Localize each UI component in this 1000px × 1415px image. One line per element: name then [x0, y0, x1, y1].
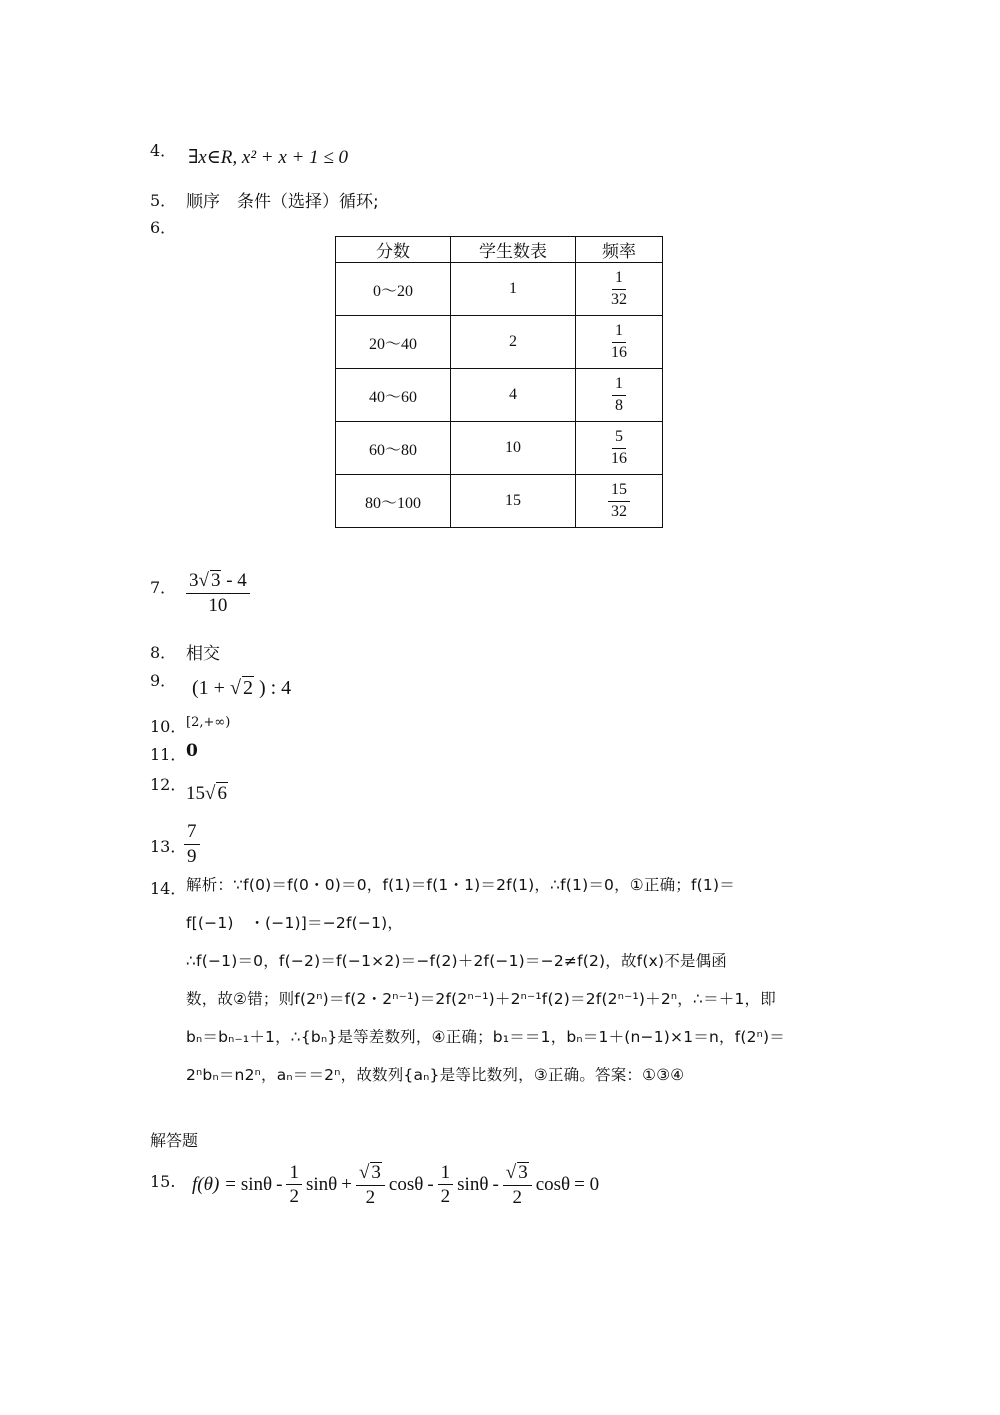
table-row — [336, 316, 663, 369]
q7-number: 7． — [150, 578, 177, 597]
table-row — [336, 475, 663, 528]
q15-number: 15. — [150, 1172, 176, 1191]
q9-number: 9． — [150, 671, 177, 690]
solution-line: 解析：∵f(0)＝f(0・0)＝0，f(1)＝f(1・1)＝2f(1)，∴f(1)＝0，①正确；f(1)＝ — [186, 876, 735, 894]
solution-line: ∴f(−1)＝0，f(−2)＝f(−1×2)＝−f(2)＋2f(−1)＝−2≠f(2)，故f(x)不是偶函 — [186, 952, 728, 970]
solution-line: 2ⁿbₙ＝n2ⁿ，aₙ＝＝2ⁿ，故数列{aₙ}是等比数列，③正确。答案：①③④ — [186, 1066, 685, 1084]
cell-frequency: $\frac{5}{16}$ — [576, 422, 663, 475]
table-header-row — [336, 237, 663, 263]
cell-range: 40～60 — [336, 369, 451, 422]
solution-line: f[(−1) ・(−1)]＝−2f(−1)， — [186, 914, 404, 932]
q5-answer: 顺序 条件（选择）循环; — [186, 192, 379, 212]
cell-count: 4 — [451, 369, 576, 422]
cell-frequency: $\frac{1}{8}$ — [576, 369, 663, 422]
q15-formula: f(θ) = sinθ - $\frac{1}{2}$ sinθ + $\frac{√ 3}{2}$ cosθ - $\frac{1}{2}$ sinθ - $\frac{√ 3}{2}$ cosθ = 0 — [192, 1161, 600, 1208]
q8-number: 8． — [150, 643, 177, 662]
cell-frequency: $\frac{1}{16}$ — [576, 316, 663, 369]
solution-line: bₙ＝bₙ₋₁＋1，∴{bₙ}是等差数列，④正确；b₁＝＝1，bₙ＝1＋(n−1)×1＝n，f(2ⁿ)＝ — [186, 1028, 786, 1046]
frequency-table — [335, 236, 663, 528]
header-frequency: 频率 — [576, 237, 663, 263]
q6-number: 6． — [150, 218, 177, 237]
q5-number: 5． — [150, 191, 177, 210]
section-title: 解答题 — [150, 1131, 199, 1150]
table-row — [336, 422, 663, 475]
solution-line: 数，故②错；则f(2ⁿ)＝f(2・2ⁿ⁻¹)＝2f(2ⁿ⁻¹)＋2ⁿ⁻¹f(2)＝2f(2ⁿ⁻¹)＋2ⁿ，∴＝＋1，即 — [186, 990, 776, 1008]
cell-count: 1 — [451, 263, 576, 316]
q11-number: 11． — [150, 745, 187, 764]
q9-answer: (1 + √ 2 ) : 4 — [192, 677, 292, 699]
cell-range: 80～100 — [336, 475, 451, 528]
cell-frequency: $\frac{1}{32}$ — [576, 263, 663, 316]
header-student-count: 学生数表 — [451, 237, 576, 263]
header-score: 分数 — [336, 237, 451, 263]
q13-answer: $\frac{7}{9}$ — [184, 822, 200, 867]
q12-answer: 15√ 6 — [186, 783, 227, 804]
table-row — [336, 369, 663, 422]
table-row — [336, 263, 663, 316]
cell-frequency: $\frac{15}{32}$ — [576, 475, 663, 528]
cell-range: 60～80 — [336, 422, 451, 475]
q13-number: 13． — [150, 837, 187, 856]
q7-answer: $\frac{3√ 3 - 4}{10}$ — [186, 570, 250, 616]
q10-number: 10． — [150, 717, 187, 736]
q4-answer: ∃x∈R, x² + x + 1 ≤ 0 — [188, 147, 349, 168]
cell-count: 10 — [451, 422, 576, 475]
q8-answer: 相交 — [186, 644, 220, 664]
q14-number: 14． — [150, 879, 187, 898]
q10-answer: [2,+∞) — [186, 715, 231, 730]
q14-solution — [186, 866, 856, 1094]
cell-range: 20～40 — [336, 316, 451, 369]
cell-count: 15 — [451, 475, 576, 528]
cell-range: 0～20 — [336, 263, 451, 316]
q11-answer: 0 — [186, 741, 198, 761]
cell-count: 2 — [451, 316, 576, 369]
q12-number: 12． — [150, 775, 187, 794]
q4-number: 4． — [150, 141, 177, 160]
